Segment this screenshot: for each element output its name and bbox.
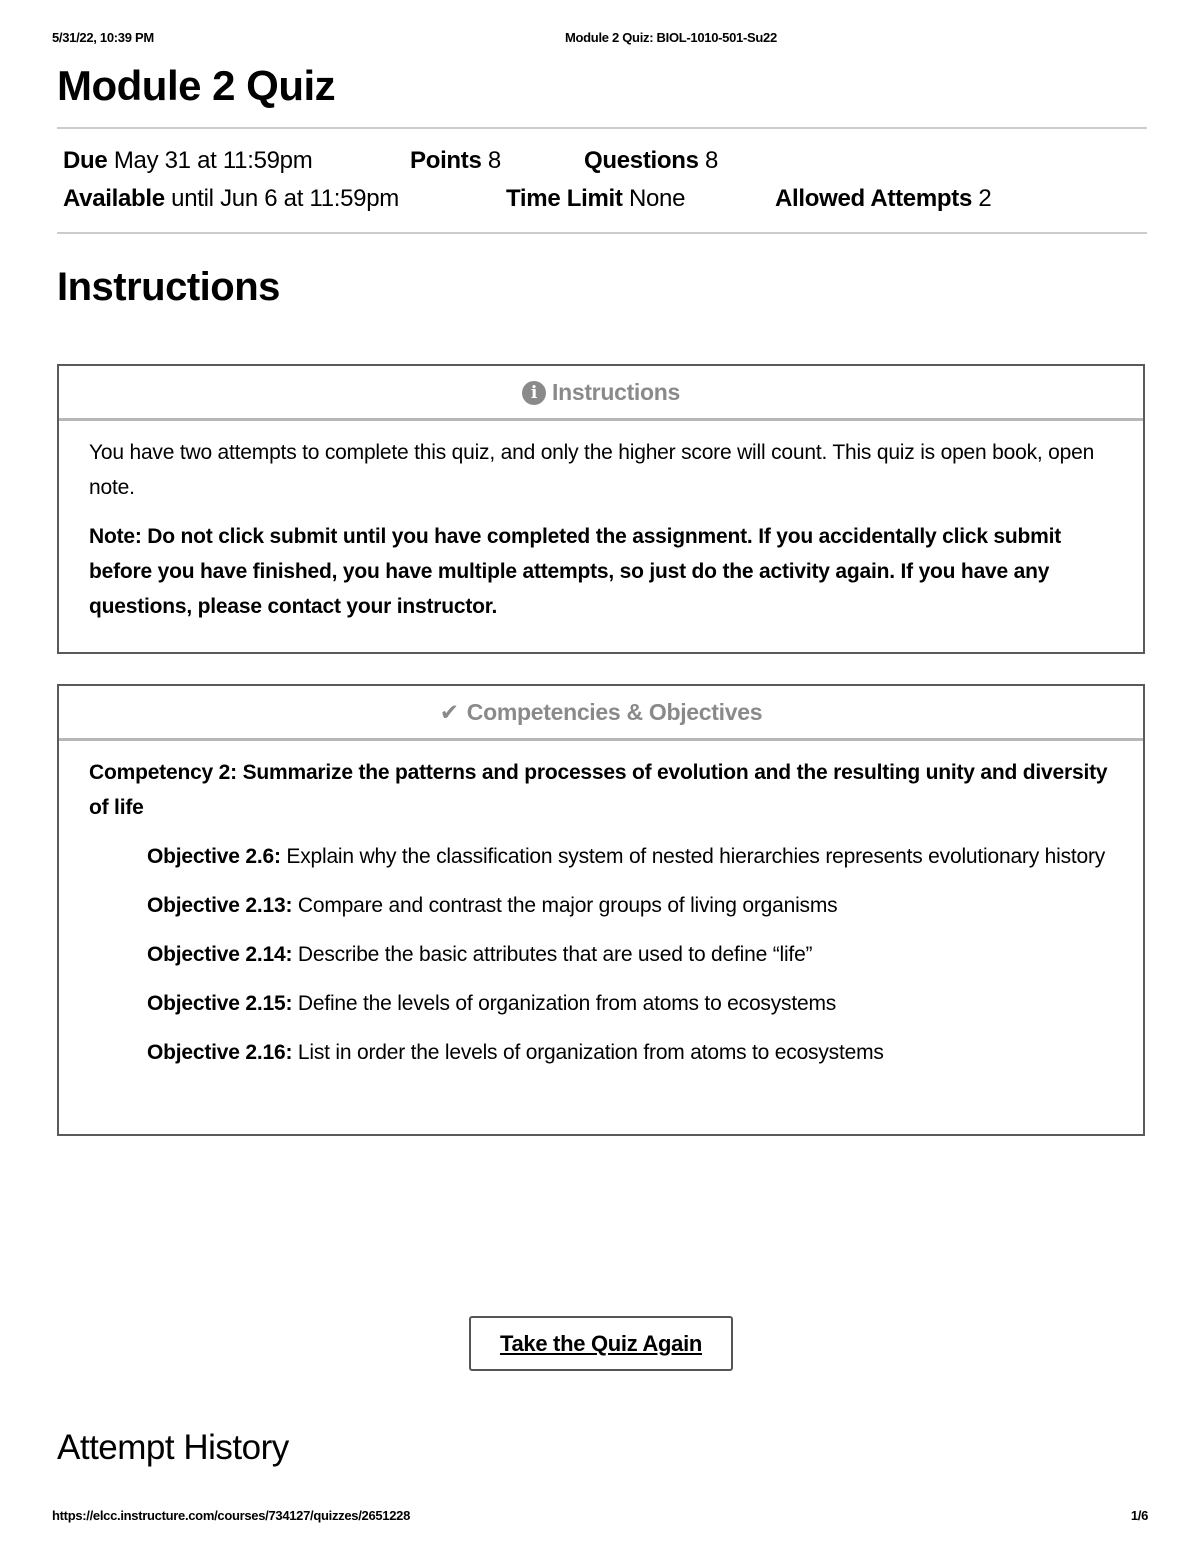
points-label: Points xyxy=(410,147,482,174)
objective-label: Objective 2.15: xyxy=(147,992,293,1015)
time-limit-value: None xyxy=(628,185,686,212)
objective-text: Compare and contrast the major groups of living organisms xyxy=(297,894,838,917)
objective-text: Describe the basic attributes that are used to define “life” xyxy=(297,943,813,966)
objective-label: Objective 2.16: xyxy=(147,1041,293,1064)
take-quiz-again-button[interactable]: Take the Quiz Again xyxy=(469,1316,733,1371)
competencies-panel-body xyxy=(59,738,1143,1070)
print-page-number: 1/6 xyxy=(1130,1508,1148,1523)
questions xyxy=(584,147,718,175)
questions-value: 8 xyxy=(705,147,719,174)
print-datetime: 5/31/22, 10:39 PM xyxy=(52,30,154,45)
instructions-panel-body xyxy=(59,418,1143,624)
objective-text: List in order the levels of organization from atoms to ecosystems xyxy=(297,1041,884,1064)
competencies-panel-title: Competencies & Objectives xyxy=(466,699,763,725)
allowed-attempts-label: Allowed Attempts xyxy=(775,185,972,212)
available-value: until Jun 6 at 11:59pm xyxy=(171,185,399,212)
instructions-panel xyxy=(57,364,1145,654)
objectives-list xyxy=(89,839,1113,1070)
checkmark-icon: ✔ xyxy=(439,700,459,726)
print-footer xyxy=(52,1508,1148,1526)
objective-label: Objective 2.6: xyxy=(147,845,281,868)
competency-statement: Competency 2: Summarize the patterns and processes of evolution and the resulting unity and diversity of life xyxy=(89,761,1108,819)
allowed-attempts-value: 2 xyxy=(978,185,992,212)
info-icon: i xyxy=(522,381,546,405)
instructions-paragraph: You have two attempts to complete this quiz, and only the higher score will count. This quiz is open book, open note. xyxy=(89,441,1095,499)
instructions-panel-header xyxy=(59,366,1143,418)
objective-label: Objective 2.13: xyxy=(147,894,293,917)
questions-label: Questions xyxy=(584,147,699,174)
print-doc-title: Module 2 Quiz: BIOL-1010-501-Su22 xyxy=(565,30,777,45)
objective-item xyxy=(147,888,1113,923)
available-label: Available xyxy=(63,185,165,212)
time-limit-label: Time Limit xyxy=(506,185,623,212)
divider-top xyxy=(57,127,1147,129)
due-value: May 31 at 11:59pm xyxy=(113,147,313,174)
page-title: Module 2 Quiz xyxy=(57,62,336,109)
objective-text: Define the levels of organization from atoms to ecosystems xyxy=(297,992,837,1015)
competencies-panel-header xyxy=(59,686,1143,738)
due-date xyxy=(63,147,312,175)
objective-text: Explain why the classification system of nested hierarchies represents evolutionary history xyxy=(286,845,1106,868)
due-label: Due xyxy=(63,147,108,174)
time-limit xyxy=(506,185,685,213)
objective-item xyxy=(147,839,1113,874)
instructions-panel-title: Instructions xyxy=(551,379,681,405)
objective-item xyxy=(147,1035,1113,1070)
instructions-heading: Instructions xyxy=(57,265,280,309)
divider-bottom xyxy=(57,232,1147,234)
attempt-history-heading: Attempt History xyxy=(57,1428,289,1467)
instructions-note: Note: Do not click submit until you have completed the assignment. If you accidentally click submit before you have finished, you have multiple attempts, so just do the activity again. If you have any questions, please contact your instructor. xyxy=(89,525,1062,618)
points xyxy=(410,147,501,175)
points-value: 8 xyxy=(487,147,501,174)
print-url: https://elcc.instructure.com/courses/734127/quizzes/2651228 xyxy=(52,1508,411,1523)
allowed-attempts xyxy=(775,185,991,213)
objective-label: Objective 2.14: xyxy=(147,943,293,966)
objective-item xyxy=(147,937,1113,972)
competencies-panel xyxy=(57,684,1145,1136)
print-header xyxy=(52,30,1148,48)
objective-item xyxy=(147,986,1113,1021)
availability xyxy=(63,185,399,213)
